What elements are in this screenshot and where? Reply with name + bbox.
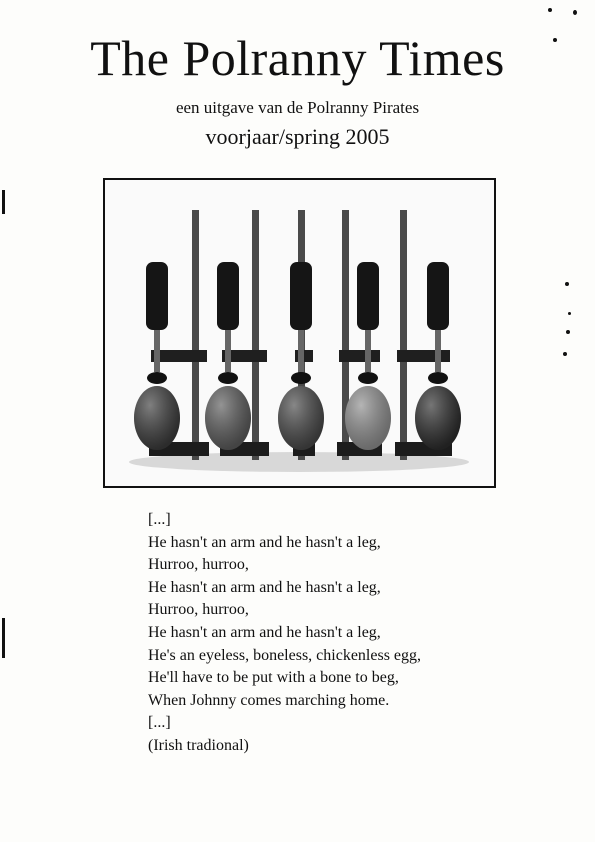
clamp-pad <box>147 372 167 384</box>
poem-line: He'll have to be put with a bone to beg, <box>148 669 399 687</box>
poem-attribution: (Irish tradional) <box>148 736 249 754</box>
clamp-upper-arm <box>397 350 450 362</box>
poem-line: Hurroo, hurroo, <box>148 601 249 619</box>
clamp-pad <box>218 372 238 384</box>
poem-line: [...] <box>148 714 171 732</box>
clamp-bar <box>252 210 259 460</box>
clamp-screw <box>298 330 304 372</box>
cover-photo <box>103 178 496 488</box>
masthead-subtitle: een uitgave van de Polranny Pirates <box>175 98 420 117</box>
clamp-upper-arm <box>339 350 380 362</box>
clamp-pad <box>291 372 311 384</box>
clamp-pad <box>428 372 448 384</box>
clamp-screw <box>435 330 441 372</box>
egg-shading <box>415 386 461 450</box>
scan-speck <box>566 330 570 334</box>
masthead-title: The Polranny Times <box>90 30 505 86</box>
poem-line: [...] <box>148 511 171 528</box>
clamped-eggs-illustration <box>105 180 494 486</box>
scan-speck <box>573 10 577 15</box>
poem <box>148 509 421 758</box>
clamp-bar <box>400 210 407 460</box>
clamp-handle <box>217 262 239 330</box>
poem-line: Hurroo, hurroo, <box>148 556 249 574</box>
issue-date: voorjaar/spring 2005 <box>205 124 390 149</box>
scan-speck <box>568 312 571 315</box>
scan-speck <box>548 8 552 12</box>
scan-edge-mark <box>2 618 5 658</box>
egg-shading <box>345 386 391 450</box>
clamp-screw <box>154 330 160 372</box>
poem-line: He hasn't an arm and he hasn't a leg, <box>148 533 381 551</box>
scan-edge-mark <box>2 190 5 214</box>
scan-speck <box>553 38 557 42</box>
egg-shading <box>278 386 324 450</box>
clamp-screw <box>225 330 231 372</box>
egg-shading <box>205 386 251 450</box>
poem-line: When Johnny comes marching home. <box>148 691 390 709</box>
clamp-handle <box>290 262 312 330</box>
clamp-handle <box>146 262 168 330</box>
scan-speck <box>565 282 569 286</box>
clamp-pad <box>358 372 378 384</box>
poem-line: He hasn't an arm and he hasn't a leg, <box>148 578 381 596</box>
clamp-handle <box>427 262 449 330</box>
scan-speck <box>563 352 567 356</box>
clamp-handle <box>357 262 379 330</box>
clamp-screw <box>365 330 371 372</box>
poem-line: He hasn't an arm and he hasn't a leg, <box>148 623 381 641</box>
poem-line: He's an eyeless, boneless, chickenless egg, <box>148 646 422 664</box>
egg-shading <box>134 386 180 450</box>
clamp-bar <box>192 210 199 460</box>
